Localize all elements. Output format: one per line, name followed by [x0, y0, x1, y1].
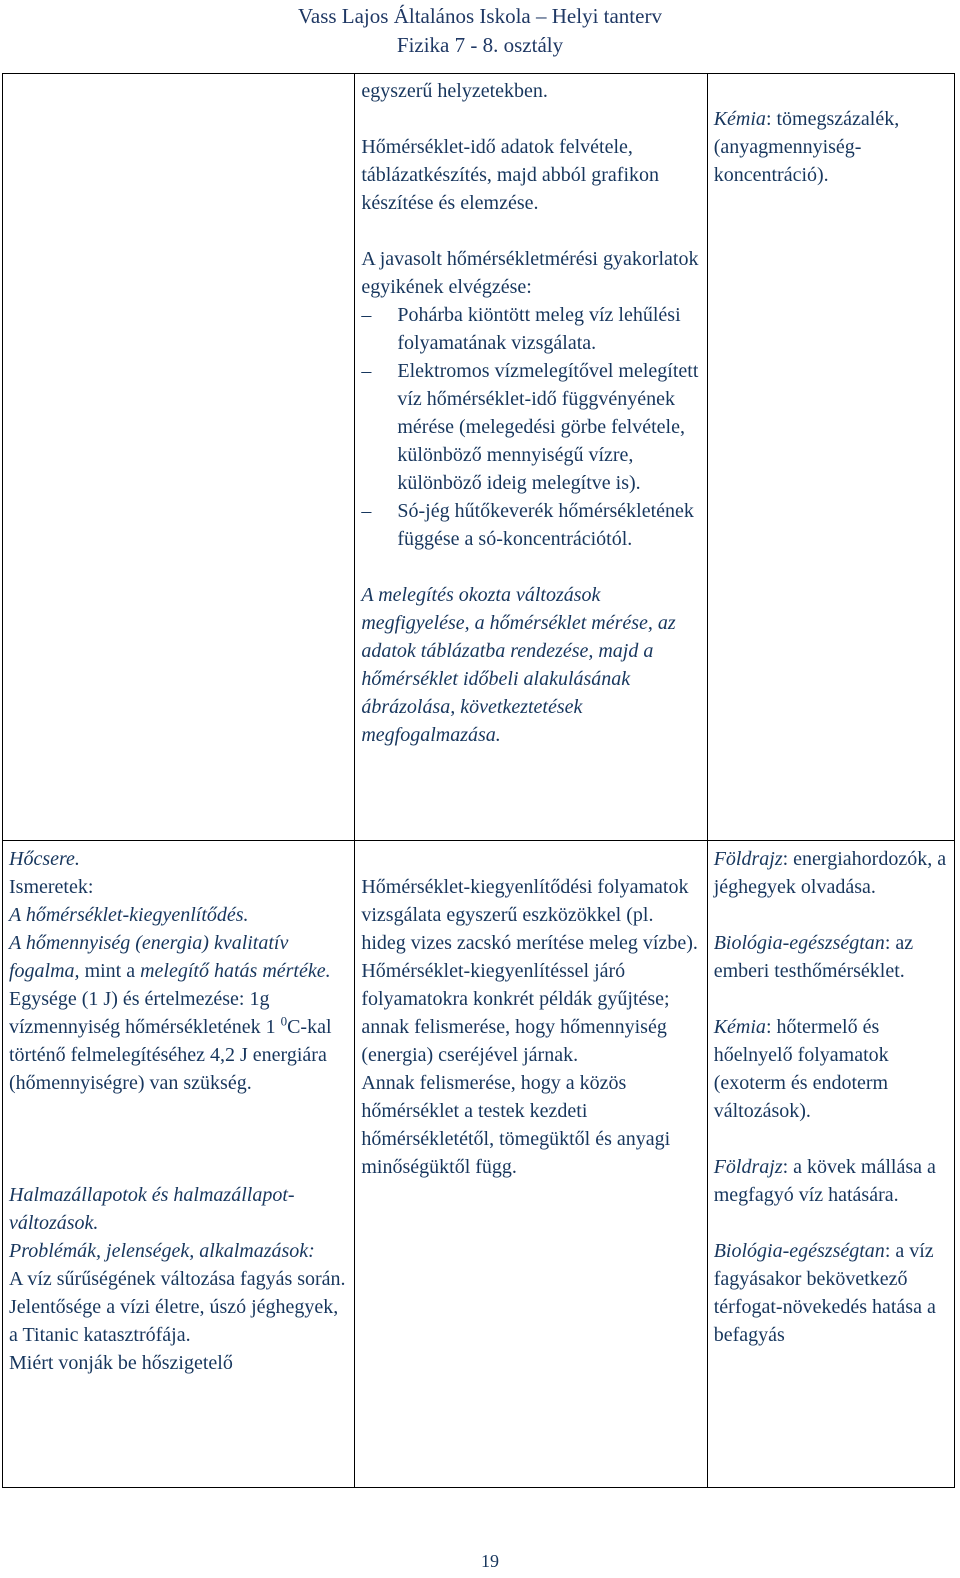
unit-definition: Egysége (1 J) és értelmezése: 1g vízmennyiség hőmérsékletének 1 $^0$C-kal történő felmelegítéséhez 4,2 J energiára (hőmennyiségre) van szükség. [9, 988, 332, 1094]
topic-heat-quantity: A hőmennyiség (energia) kvalitatív fogalma, mint a melegítő hatás mértéke. [9, 932, 331, 982]
row1-text-observations: A melegítés okozta változások megfigyelése, a hőmérséklet mérése, az adatok táblázatba rendezése, majd a hőmérséklet időbeli alakulásának ábrázolása, következtetések megfogalmazása. [361, 584, 676, 746]
header-school-title: Vass Lajos Általános Iskola – Helyi tanterv [298, 4, 662, 28]
row1-text-suggested-exercises: A javasolt hőmérsékletmérési gyakorlatok egyikének elvégzése: [361, 248, 699, 298]
page-number: 19 [481, 1551, 499, 1571]
water-density-text: A víz sűrűségének változása fagyás során. Jelentősége a vízi életre, úszó jéghegyek, a Titanic katasztrófája. [9, 1268, 346, 1346]
topic-temperature-equalization: A hőmérséklet-kiegyenlítődés. [9, 904, 249, 926]
foldrajz-note-1: Földrajz: energiahordozók, a jéghegyek olvadása. [713, 848, 947, 898]
row2-text-examples: Hőmérséklet-kiegyenlítéssel járó folyamatokra konkrét példák gyűjtése; annak felismerése, hogy hőmennyiség (energia) cseréjével járnak. [361, 960, 670, 1066]
row2-middle-cell [355, 841, 707, 1488]
row2-right-cell [707, 841, 954, 1488]
row1-kemia-note [714, 105, 948, 189]
kemia-text: : tömegszázalék, (anyagmennyiség-koncentráció). [713, 108, 900, 186]
row1-text-data-recording: Hőmérséklet-idő adatok felvétele, táblázatkészítés, majd abból grafikon készítése és elemzése. [361, 136, 660, 214]
row1-right-cell [707, 74, 954, 841]
list-item: – Elektromos vízmelegítővel melegített víz hőmérséklet-idő függvényének mérése (melegedési görbe felvétele, különböző mennyiségű vízre, különböző ideig melegítve is). [361, 357, 700, 497]
insulation-question: Miért vonják be hőszigetelő [9, 1352, 233, 1374]
list-item: – Pohárba kiöntött meleg víz lehűlési folyamatának vizsgálata. [361, 301, 700, 357]
header-subject-title: Fizika 7 - 8. osztály [396, 33, 564, 57]
row2-text-common-temperature: Annak felismerése, hogy a közös hőmérséklet a testek kezdeti hőmérsékletétől, tömegüktől és anyagi minőségüktől függ. [361, 1072, 671, 1178]
biologia-note-1: Biológia-egészségtan: az emberi testhőmérséklet. [713, 932, 914, 982]
kemia-label: Kémia [713, 108, 766, 130]
topic-heat-exchange: Hőcsere. [9, 848, 80, 870]
curriculum-table [2, 73, 955, 1488]
row2-text-equalization-study: Hőmérséklet-kiegyenlítődési folyamatok vizsgálata egyszerű eszközökkel (pl. hideg vizes zacskó merítése meleg vízbe). [361, 876, 698, 954]
table-row [3, 841, 955, 1488]
row1-middle-cell [355, 74, 707, 841]
list-item: – Só-jég hűtőkeverék hőmérsékletének függése a só-koncentrációtól. [361, 497, 700, 553]
biologia-note-2: Biológia-egészségtan: a víz fagyásakor bekövetkező térfogat-növekedés hatása a befagyás [713, 1240, 936, 1346]
row1-left-cell [3, 74, 355, 841]
kemia-note-2: Kémia: hőtermelő és hőelnyelő folyamatok (exoterm és endoterm változások). [713, 1016, 889, 1122]
exercise-list [361, 301, 700, 553]
knowledge-label: Ismeretek: [9, 876, 94, 898]
table-row [3, 74, 955, 841]
foldrajz-note-2: Földrajz: a kövek mállása a megfagyó víz hatására. [713, 1156, 936, 1206]
row1-text-simple-situations: egyszerű helyzetekben. [361, 80, 548, 102]
row2-left-cell [3, 841, 355, 1488]
problems-label: Problémák, jelenségek, alkalmazások: [9, 1240, 315, 1262]
topic-states-of-matter: Halmazállapotok és halmazállapot-változások. [9, 1184, 295, 1234]
